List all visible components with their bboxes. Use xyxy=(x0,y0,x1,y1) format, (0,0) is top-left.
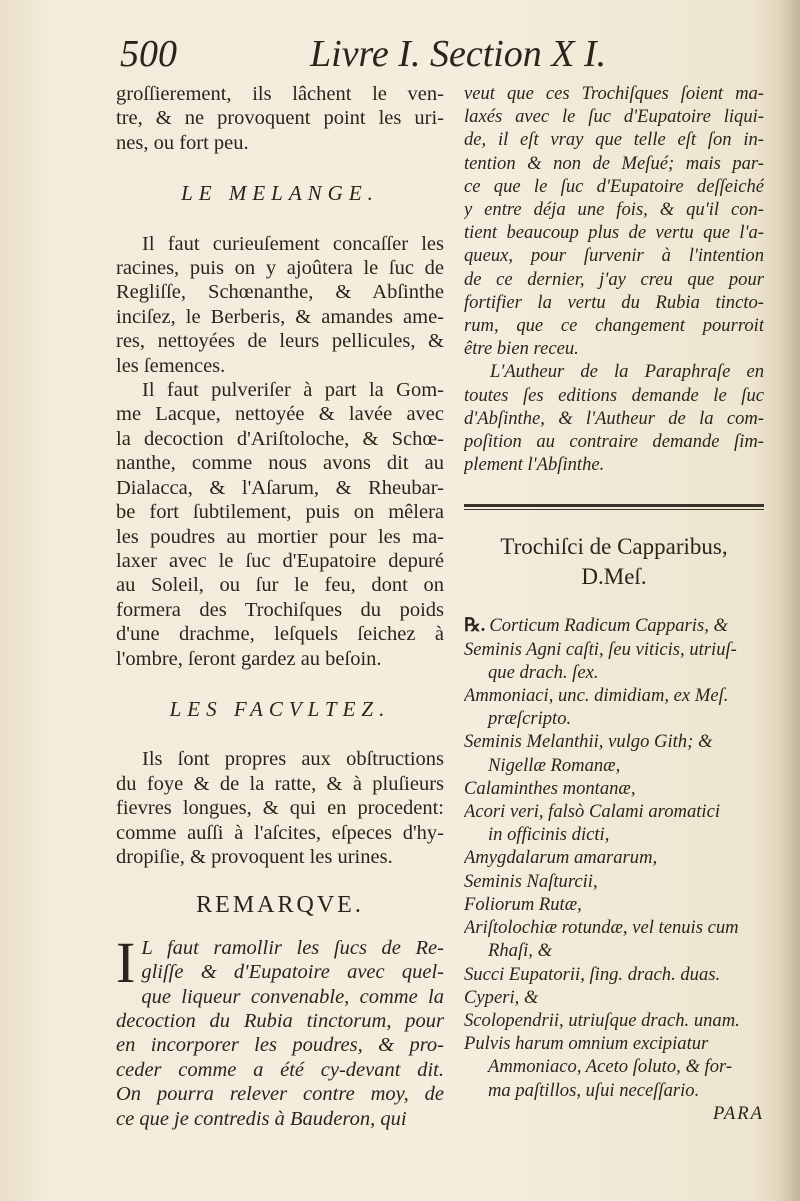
text-line: fortifier la vertu du Rubia tincto- xyxy=(464,291,764,313)
text-line: de ce dernier, j'ay creu que pour xyxy=(464,268,764,290)
recipe-line xyxy=(464,939,764,962)
text-line: me Lacque, nettoyée & lavée avec xyxy=(116,403,444,426)
section-rule-thin xyxy=(464,509,764,510)
recipe-text: Seminis Agni caſti, ſeu viticis, utriuſ- xyxy=(464,638,737,660)
recipe-line xyxy=(464,893,764,916)
recipe-text: Succi Eupatorii, ſing. drach. duas. xyxy=(464,963,721,985)
recipe-text: Nigellæ Romanæ, xyxy=(488,754,621,776)
recipe-line xyxy=(464,777,764,800)
recipe-line xyxy=(464,684,764,707)
text-line: ceder comme a été cy-devant dit. xyxy=(116,1058,444,1081)
recipe-text: Cyperi, & xyxy=(464,986,539,1008)
recipe-line xyxy=(464,846,764,869)
text-line: Ils ſont propres aux obſtructions xyxy=(142,748,444,771)
recipe-text: ma paſtillos, uſui neceſſario. xyxy=(488,1079,700,1101)
text-line: Regliſſe, Schœnanthe, & Abſinthe xyxy=(116,281,444,304)
section-title-line-1: Trochiſci de Capparibus, xyxy=(500,534,728,560)
recipe-text: præſcripto. xyxy=(488,708,572,730)
text-line: formera des Trochiſques du poids xyxy=(116,598,444,621)
recipe-line xyxy=(464,963,764,986)
remarque-paragraph xyxy=(116,929,444,1131)
running-title: Livre I. Section X I. xyxy=(310,33,607,75)
recipe-text: Corticum Radicum Capparis, & xyxy=(489,615,728,637)
catchword: PARA xyxy=(712,1102,764,1124)
text-line: d'une drachme, leſquels ſeichez à xyxy=(116,623,444,646)
text-line: d'Abſinthe, & l'Autheur de la com- xyxy=(464,407,764,429)
section-rule-thick xyxy=(464,504,764,507)
recipe-text: que drach. ſex. xyxy=(488,661,599,683)
text-line: de, il eſt vray que telle eſt ſon in- xyxy=(464,129,764,151)
recipe-text: Seminis Naſturcii, xyxy=(464,870,598,892)
recipe-text: Ammoniaco, Aceto ſoluto, & for- xyxy=(488,1056,733,1078)
text-line: toutes ſes editions demande le ſuc xyxy=(464,384,764,406)
text-line: racines, puis on y ajoûtera le ſuc de xyxy=(116,257,444,280)
text-line: être bien receu. xyxy=(464,338,579,360)
recipe-line xyxy=(464,1032,764,1055)
text-line: decoction du Rubia tinctorum, pour xyxy=(116,1010,444,1032)
text-line: nanthe, comme nous avons dit au xyxy=(116,452,444,475)
text-line: plement l'Abſinthe. xyxy=(464,454,605,476)
facultez-paragraph xyxy=(116,747,444,869)
text-line: be fort ſubtilement, puis on mêlera xyxy=(116,501,444,524)
recipe-line xyxy=(464,870,764,893)
text-line: y entre déja une fois, & qu'il con- xyxy=(464,199,764,221)
recipe-text: Rhaſi, & xyxy=(488,940,553,962)
heading-facultez: LES FACVLTEZ. xyxy=(169,696,391,721)
recipe-text: Calaminthes montanæ, xyxy=(464,777,636,799)
heading-remarque: REMARQVE. xyxy=(196,892,364,919)
recipe-line xyxy=(464,916,764,939)
text-line: veut que ces Trochiſques ſoient ma- xyxy=(464,83,764,104)
text-line: L'Autheur de la Paraphraſe en xyxy=(490,361,764,383)
recipe-line xyxy=(464,614,764,637)
recipe-text: Ariſtolochiæ rotundæ, vel tenuis cum xyxy=(464,917,739,939)
heading-melange: LE MELANGE. xyxy=(181,181,379,206)
opening-paragraph xyxy=(116,82,444,155)
left-column xyxy=(116,82,444,1131)
text-line: On pourra relever contre moy, de xyxy=(116,1083,444,1106)
recipe-line xyxy=(464,638,764,661)
recipe-line xyxy=(464,1009,764,1032)
recipe-line xyxy=(464,1055,764,1078)
text-line: Il faut curieuſement concaſſer les xyxy=(142,232,444,255)
text-line: l'ombre, ſeront gardez au beſoin. xyxy=(116,647,382,670)
recipe-line xyxy=(464,823,764,846)
text-line: du foye & de la ratte, & à pluſieurs xyxy=(116,772,444,795)
recipe-line xyxy=(464,986,764,1009)
continuation-paragraph xyxy=(464,82,764,360)
recipe-line xyxy=(464,754,764,777)
recipe-line xyxy=(464,800,764,823)
text-line: laxés avec le ſuc d'Eupatoire liqui- xyxy=(464,106,764,128)
text-line: queux, pour ſurvenir à l'intention xyxy=(464,245,764,267)
page-spine-shadow xyxy=(778,0,800,1201)
section-title-line-2: D.Meſ. xyxy=(581,564,647,590)
recipe-text: Pulvis harum omnium excipiatur xyxy=(464,1033,709,1055)
recipe-text: Foliorum Rutæ, xyxy=(464,893,582,915)
text-line: res, nettoyées de leurs pellicules, & xyxy=(116,330,444,353)
text-line: inciſez, le Berberis, & amandes ame- xyxy=(116,305,444,328)
text-line: laxer avec le ſuc d'Eupatoire depuré xyxy=(116,549,444,572)
text-line: ce que le ſuc d'Eupatoire deſſeiché xyxy=(464,175,764,197)
text-line: comme auſſi à l'aſcites, eſpeces d'hy- xyxy=(116,821,444,844)
recipe-list xyxy=(464,614,764,1101)
recipe-line xyxy=(464,730,764,753)
text-line: L faut ramollir les ſucs de Re- xyxy=(141,936,444,959)
text-line: que liqueur convenable, comme la xyxy=(141,985,444,1008)
melange-paragraph-2 xyxy=(116,378,444,671)
text-line: la decoction d'Ariſtoloche, & Schœ- xyxy=(116,427,444,450)
recipe-text: in officinis dicti, xyxy=(488,824,610,846)
page-number: 500 xyxy=(120,33,177,75)
text-line: fievres longues, & qui en procedent: xyxy=(116,797,444,820)
recipe-line xyxy=(464,661,764,684)
text-line: nes, ou fort peu. xyxy=(116,131,249,154)
recipe-text: Ammoniaci, unc. dimidiam, ex Meſ. xyxy=(464,685,729,707)
text-line: ce que je contredis à Bauderon, qui xyxy=(116,1107,407,1130)
text-line: Dialacca, & l'Aſarum, & Rheubar- xyxy=(116,476,444,499)
rx-symbol-icon: ℞. xyxy=(464,615,486,637)
text-line: tre, & ne provoquent point les uri- xyxy=(116,107,444,130)
text-line: Il faut pulveriſer à part la Gom- xyxy=(142,379,444,402)
text-line: les ſemences. xyxy=(116,354,226,377)
recipe-text: Seminis Melanthii, vulgo Gith; & xyxy=(464,731,713,753)
recipe-text: Acori veri, falsò Calami aromatici xyxy=(464,801,720,823)
text-line: rum, que ce changement pourroit xyxy=(464,315,764,337)
page-header xyxy=(120,32,760,82)
text-line: au Soleil, ou ſur le feu, dont on xyxy=(116,574,444,597)
text-line: groſſierement, ils lâchent le ven- xyxy=(116,83,444,105)
paraphrase-paragraph xyxy=(464,360,764,476)
drop-cap: I xyxy=(116,929,136,995)
text-line: les poudres au mortier pour les ma- xyxy=(116,525,444,548)
text-line: gliſſe & d'Eupatoire avec quel- xyxy=(141,961,444,984)
recipe-text: Scolopendrii, utriuſque drach. unam. xyxy=(464,1009,740,1031)
text-line: en incorporer les poudres, & pro- xyxy=(116,1034,444,1057)
text-line: dropiſie, & provoquent les urines. xyxy=(116,845,393,868)
right-column xyxy=(464,82,764,1125)
recipe-line xyxy=(464,1079,764,1102)
text-line: tient beaucoup plus de vertu que l'a- xyxy=(464,222,764,244)
recipe-line xyxy=(464,707,764,730)
text-line: tention & non de Meſué; mais par- xyxy=(464,152,764,174)
melange-paragraph-1 xyxy=(116,232,444,378)
recipe-text: Amygdalarum amararum, xyxy=(464,847,658,869)
text-line: poſition au contraire demande ſim- xyxy=(464,431,764,453)
